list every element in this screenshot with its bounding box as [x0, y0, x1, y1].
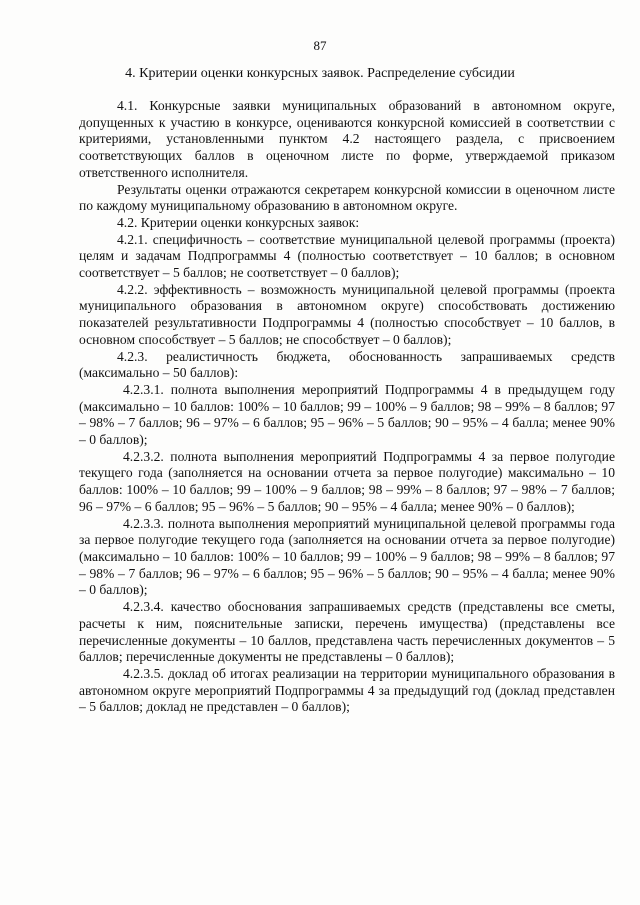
paragraph: 4.2.1. специфичность – соответствие муниципальной целевой программы (проекта) целям и задачам Подпрограммы 4 (полностью соответствует – 10 баллов; в основном соответствует – 5 баллов; не соответствует – 0 баллов); [79, 231, 615, 281]
paragraph: 4.2.2. эффективность – возможность муниципальной целевой программы (проекта муниципального образования в автономном округе) способствовать достижению показателей результативности Подпрограммы 4 (полностью способствует – 10 баллов, в основном способствует – 5 баллов; не способствует – 0 баллов); [79, 281, 615, 347]
paragraph: 4.2.3.4. качество обоснования запрашиваемых средств (представлены все сметы, расчеты к ним, пояснительные записки, перечень имущества) (представлены все перечисленные документы – 10 баллов, представлена часть перечисленных документов – 5 баллов; перечисленные документы не представлены – 0 баллов); [79, 599, 615, 665]
paragraph: 4.2.3. реалистичность бюджета, обоснованность запрашиваемых средств (максимально – 50 баллов): [79, 348, 615, 381]
page-number: 87 [313, 38, 327, 53]
section-heading: 4. Критерии оценки конкурсных заявок. Распределение субсидии [125, 66, 515, 81]
document-body [79, 98, 615, 716]
paragraph: Результаты оценки отражаются секретарем конкурсной комиссии в оценочном листе по каждому муниципальному образованию в автономном округе. [79, 181, 615, 214]
paragraph: 4.2.3.1. полнота выполнения мероприятий Подпрограммы 4 в предыдущем году (максимально – 10 баллов: 100% – 10 баллов; 99 – 100% – 9 баллов; 98 – 99% – 8 баллов; 97 – 98% – 7 баллов; 96 – 97% – 6 баллов; 95 – 96% – 5 баллов; 90 – 95% – 4 балла; менее 90% – 0 баллов); [79, 381, 615, 448]
paragraph: 4.2.3.5. доклад об итогах реализации на территории муниципального образования в автономном округе мероприятий Подпрограммы 4 за предыдущий год (доклад представлен – 5 баллов; доклад не представлен – 0 баллов); [79, 665, 615, 715]
paragraph: 4.2. Критерии оценки конкурсных заявок: [117, 214, 360, 230]
paragraph: 4.1. Конкурсные заявки муниципальных образований в автономном округе, допущенных к участию в конкурсе, оцениваются конкурсной комиссией в соответствии с критериями, установленными пунктом 4.2 настоящего раздела, с присвоением соответствующих баллов в оценочном листе по форме, утверждаемой приказом ответственного исполнителя. [79, 98, 615, 180]
paragraph: 4.2.3.2. полнота выполнения мероприятий Подпрограммы 4 за первое полугодие текущего года (заполняется на основании отчета за первое полугодие) максимально – 10 баллов: 100% – 10 баллов; 99 – 100% – 9 баллов; 98 – 99% – 8 баллов; 97 – 98% – 7 баллов; 96 – 97% – 6 баллов; 95 – 96% – 5 баллов; 90 – 95% – 4 балла; менее 90% – 0 баллов); [79, 448, 615, 514]
paragraph: 4.2.3.3. полнота выполнения мероприятий муниципальной целевой программы года за первое полугодие текущего года (заполняется на основании отчета за первое полугодие) (максимально – 10 баллов: 100% – 10 баллов; 99 – 100% – 9 баллов; 98 – 99% – 8 баллов; 97 – 98% – 7 баллов; 96 – 97% – 6 баллов; 95 – 96% – 5 баллов; 90 – 95% – 4 балла; менее 90% – 0 баллов); [79, 515, 615, 598]
